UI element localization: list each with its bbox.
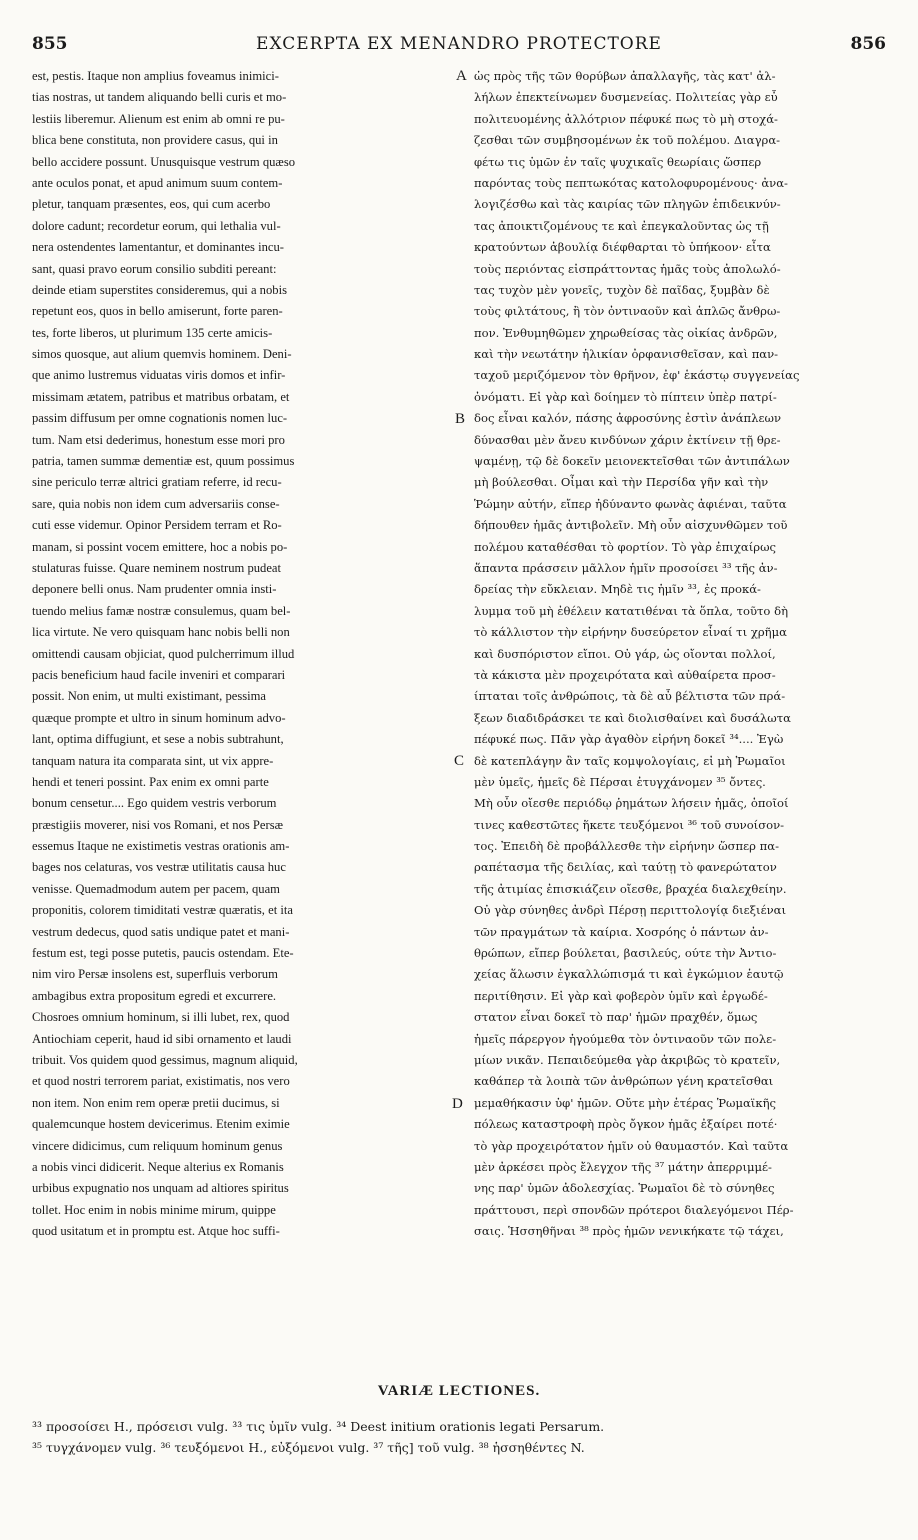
greek-text-line: πέφυκέ πως. Πᾶν γὰρ ἀγαθὸν εἰρήνη δοκεῖ ³⁴.... Ἐγὼ: [474, 732, 784, 747]
greek-text-line: μίων νικᾶν. Πεπαιδεύμεθα γὰρ ἀκριβῶς τὸ κρατεῖν,: [474, 1052, 781, 1067]
margin-letter-c: C: [454, 753, 465, 769]
greek-text-line: παρόντας τοὺς πεπτωκότας κατολοφυρομένους· ἀνα-: [474, 175, 788, 190]
greek-text-line: τὰ κάκιστα μὲν προχειρότατα καὶ αὐθαίρετα προσ-: [474, 667, 776, 682]
latin-text-line: a nobis vinci didicerit. Neque alterius ex Romanis: [32, 1159, 284, 1174]
greek-text-line: λήλων ἐπεκτείνωμεν δυσμενείας. Πολιτείας γὰρ εὖ: [474, 90, 778, 105]
latin-text-line: festum est, tegi posse putetis, paucis ostendam. Ete-: [32, 946, 294, 961]
greek-text-line: καθάπερ τὰ λοιπὰ τῶν ἀνθρώπων γένη κρατεῖσθαι: [474, 1074, 774, 1089]
latin-text-line: Chosroes omnium hominum, si illi lubet, rex, quod: [32, 1010, 290, 1025]
latin-text-line: quod usitatum et in promptu est. Atque hoc suffi-: [32, 1224, 280, 1239]
latin-text-line: qualemcunque hostem devicerimus. Etenim eximie: [32, 1117, 290, 1132]
greek-text-line: τας ἀποικτιζομένους τε καὶ ἐπεγκαλοῦντας ὡς τῇ: [474, 218, 769, 233]
variant-reading-line: ³⁵ τυγχάνομεν vulg. ³⁶ τευξόμενοι H., εὐξόμενοι vulg. ³⁷ τῆς] τοῦ vulg. ³⁸ ἡσσηθέντες N.: [32, 1440, 585, 1455]
running-title: EXCERPTA EX MENANDRO PROTECTORE: [256, 34, 662, 54]
page-number-right: 856: [850, 34, 886, 54]
latin-text-line: vestrum dedecus, quod satis undique patet et mani-: [32, 924, 290, 939]
page-header: [32, 34, 886, 64]
greek-text-line: τῶν πραγμάτων τὰ καίρια. Χοσρόης ὁ πάντων ἀν-: [474, 924, 769, 939]
margin-letter-d: D: [452, 1096, 463, 1112]
latin-text-line: sine periculo terræ altrici gratiam referre, id recu-: [32, 475, 282, 490]
greek-text-line: κρατούντων ἀβουλίᾳ διέφθαρται τὸ ὑπήκοον· εἶτα: [474, 240, 771, 255]
greek-text-line: φέτω τις ὑμῶν ἐν ταῖς ψυχικαῖς θεωρίαις ὥσπερ: [474, 154, 762, 169]
latin-text-line: Antiochiam ceperit, haud id sibi ornamento et laudi: [32, 1031, 292, 1046]
margin-letter-a: A: [456, 68, 467, 84]
greek-text-line: πράττουσι, περὶ σπονδῶν πρότεροι διαλεγόμενοι Πέρ-: [474, 1202, 794, 1217]
greek-text-line: θρώπων, εἴπερ βούλεται, βασιλεύς, ούτε τὴν Ἀντιο-: [474, 946, 777, 961]
latin-text-line: essemus Itaque ne existimetis vestras orationis am-: [32, 839, 290, 854]
latin-text-line: bonum censetur.... Ego quidem vestris verborum: [32, 796, 277, 811]
greek-text-line: ταχοῦ μεριζόμενον τὸν θρῆνον, ἐφ' ἑκάστῳ συγγενείας: [474, 368, 800, 383]
latin-text-line: sant, quasi pravo eorum consilio subditi pereant:: [32, 261, 277, 276]
latin-text-line: deponere belli onus. Nam prudenter omnia insti-: [32, 582, 277, 597]
greek-text-line: καὶ τὴν νεωτάτην ἡλικίαν ὀρφανισθεῖσαν, καὶ παν-: [474, 347, 779, 362]
latin-text-line: blica bene constituta, non providere casus, qui in: [32, 133, 278, 148]
greek-text-line: δύνασθαι μὲν ἄνευ κινδύνων χάριν ἐκτίνειν τῇ θρε-: [474, 432, 781, 447]
latin-text-line: est, pestis. Itaque non amplius foveamus inimici-: [32, 69, 279, 83]
greek-text-line: ἅπαντα πράσσειν μᾶλλον ἡμῖν προσοίσει ³³ τῆς ἀν-: [474, 560, 778, 575]
greek-text-line: ἡμεῖς πάρεργον ἡγούμεθα τὸν ὀντιναοῦν τῶν πολε-: [474, 1031, 777, 1046]
greek-column: [474, 66, 886, 1242]
latin-text-line: deinde etiam superstites consideremus, qui a nobis: [32, 282, 287, 297]
greek-text-line: τος. Ἐπειδὴ δὲ προβάλλεσθε τὴν εἰρήνην ὥσπερ πα-: [474, 839, 780, 854]
latin-text-line: pacis beneficium haud facile inveniri et comparari: [32, 667, 286, 682]
variae-lectiones-title: VARIÆ LECTIONES.: [377, 1383, 541, 1399]
latin-text-line: proponitis, colorem timiditati vestræ quæratis, et ita: [32, 903, 293, 918]
latin-text-line: patria, tamen summæ dementiæ est, quum possimus: [32, 454, 295, 469]
latin-text-line: lica virtute. Ne vero quisquam hanc nobis belli non: [32, 625, 290, 640]
latin-column: [32, 66, 448, 1242]
latin-text-line: tes, forte liberos, ut plurimum 135 certe amicis-: [32, 325, 273, 340]
greek-text-line: χείας ἅλωσιν ἐγκαλλώπισμά τι καὶ ἐγκώμιον ἑαυτῷ: [474, 967, 784, 982]
latin-text-line: dolore cadunt; recordetur eorum, qui lethalia vul-: [32, 218, 281, 233]
greek-text-line: τὸ γὰρ προχειρότατον ἡμῖν οὐ θαυμαστόν. Καὶ ταῦτα: [474, 1138, 789, 1153]
latin-text-line: tanquam natura ita comparata sint, ut vix appre-: [32, 753, 274, 768]
greek-text-line: ραπέτασμα τῆς δειλίας, καὶ ταύτῃ τὸ φανερώτατον: [474, 860, 777, 875]
latin-text-line: nera ostendentes lamentantur, et dominantes incu-: [32, 240, 284, 255]
latin-text-line: bello accidere possunt. Unusquisque vestrum quæso: [32, 154, 296, 169]
latin-text-line: sare, quia nobis non idem cum adversariis conse-: [32, 496, 280, 511]
latin-text-line: hendi et teneri possint. Pax enim ex omni parte: [32, 774, 269, 789]
greek-text-line: Οὐ γὰρ σύνηθες ἀνδρὶ Πέρσῃ περιττολογίᾳ διεξιέναι: [474, 903, 787, 918]
latin-text-line: et quod nostri terrorem pariat, existimatis, nos vero: [32, 1074, 290, 1089]
greek-text-line: λυμμα τοῦ μὴ ἐθέλειν κατατιθέναι τὰ ὅπλα, τοῦτο δὴ: [474, 603, 789, 618]
latin-text-line: tum. Nam etsi dederimus, honestum esse mori pro: [32, 432, 285, 447]
greek-text-line: τινες καθεστῶτες ἥκετε τευξόμενοι ³⁶ τοῦ συνοίσον-: [474, 817, 785, 832]
greek-text-line: ίπταται τοῖς ἀνθρώποις, τὰ δὲ αὖ βέλτιστα τῶν πρά-: [474, 689, 786, 704]
greek-text-line: πολέμου καταθέσθαι τὸ φορτίον. Τὸ γὰρ ἐπιχαίρως: [474, 539, 777, 554]
page-number-left: 855: [32, 34, 68, 54]
greek-text-line: μὲν ὑμεῖς, ἡμεῖς δὲ Πέρσαι ἐτυγχάνομεν ³⁵ ὄντες.: [474, 774, 766, 789]
latin-text-line: que animo lustremus viduatas viris domos et infir-: [32, 368, 286, 383]
latin-text-line: urbibus expugnatio nos unquam ad altiores spiritus: [32, 1181, 289, 1196]
greek-text-line: δος εἶναι καλόν, πάσης ἀφροσύνης ἐστὶν ἀνάπλεων: [474, 411, 781, 426]
margin-letter-b: B: [455, 411, 466, 427]
variant-reading-line: ³³ προσοίσει H., πρόσεισι vulg. ³³ τις ὑμῖν vulg. ³⁴ Deest initium orationis legati Persarum.: [32, 1419, 605, 1434]
greek-text-line: Μὴ οὖν οἴεσθε περιόδῳ ῥημάτων λήσειν ἡμᾶς, ὁποῖοί: [474, 796, 789, 811]
latin-text-line: possit. Non enim, ut multi existimant, pessima: [32, 689, 267, 704]
latin-text-line: venisse. Quemadmodum autem per pacem, quam: [32, 881, 280, 896]
latin-text-line: lant, optima diffugiunt, et sese a nobis subtrahunt,: [32, 732, 284, 747]
greek-text-line: ὀνόματι. Εἰ γὰρ καὶ δοίημεν τὸ πίπτειν ὑπὲρ πατρί-: [474, 389, 777, 404]
latin-text-line: tollet. Hoc enim in nobis minime mirum, quippe: [32, 1202, 276, 1217]
latin-text-line: missimam ætatem, patribus et matribus orbatam, et: [32, 389, 290, 404]
latin-text-line: stulaturas fuisse. Quare neminem nostrum pudeat: [32, 560, 282, 575]
latin-text-line: tribuit. Vos quidem quod gessimus, magnum aliquid,: [32, 1052, 298, 1067]
greek-text-line: τοὺς περιόντας εἰσπράττοντας ἡμᾶς τοὺς ἀπολωλό-: [474, 261, 781, 276]
greek-text-line: μὴ βούλεσθαι. Οἶμαι καὶ τὴν Περσίδα γῆν καὶ τὴν: [474, 475, 769, 490]
latin-text-line: simos quosque, aut alium quemvis hominem. Deni-: [32, 347, 292, 362]
greek-text-line: ὡς πρὸς τῆς τῶν θορύβων ἀπαλλαγῆς, τὰς κατ' ἀλ-: [474, 69, 776, 83]
latin-text-line: repetunt eos, quos in bello amiserunt, forte paren-: [32, 304, 283, 319]
greek-text-line: πον. Ἐνθυμηθῶμεν χηρωθείσας τὰς οἰκίας ἀνδρῶν,: [474, 325, 778, 340]
greek-text-line: πολιτευομένης ἀλλότριον πέφυκέ πως τὸ μὴ στοχά-: [474, 111, 778, 126]
greek-text-line: τοὺς φιλτάτους, ἢ τὸν ὀντιναοῦν καὶ ἁπλῶς ἄνθρω-: [474, 304, 781, 319]
greek-text-line: τῆς ἀτιμίας ἐπισκιάζειν οἴεσθε, βραχέα διαλεχθείην.: [474, 881, 787, 896]
latin-text-line: præstigiis moverer, nisi vos Romani, et nos Persæ: [32, 817, 284, 832]
greek-text-line: δὲ κατεπλάγην ἂν ταῖς κομψολογίαις, εἰ μὴ Ῥωμαῖοι: [474, 753, 786, 768]
latin-text-line: manam, si possint vocem emittere, hoc a nobis po-: [32, 539, 288, 554]
latin-text-line: tias nostras, ut tandem aliquando belli curis et mo-: [32, 90, 287, 105]
greek-text-line: στατον εἶναι δοκεῖ τὸ παρ' ἡμῶν πραχθέν, ὅμως: [474, 1010, 758, 1025]
greek-text-line: τὸ κάλλιστον τὴν εἰρήνην δυσεύρετον εἶναί τι χρῆμα: [474, 625, 787, 640]
latin-text-line: quæque prompte et ultro in sinum hominum advo-: [32, 710, 286, 725]
greek-text-line: ζεσθαι τῶν συμβησομένων ἐκ τοῦ πολέμου. Διαγρα-: [474, 133, 781, 148]
latin-text-line: pletur, tanquam præsentes, eos, qui cum acerbo: [32, 197, 271, 212]
latin-text-line: nim viro Persæ insolens est, superfluis verborum: [32, 967, 278, 982]
greek-text-line: καὶ δυσπόριστον εἴποι. Οὐ γάρ, ὡς οἴονται πολλοί,: [474, 646, 776, 661]
latin-text-line: tuendo melius famæ nostræ consulemus, quam bel-: [32, 603, 291, 618]
greek-text-line: ξεων διαδιδράσκει τε καὶ διολισθαίνει καὶ δυσάλωτα: [474, 710, 791, 725]
latin-text-line: lestiis liberemur. Alienum est enim ab omni re pu-: [32, 111, 285, 126]
greek-text-line: μὲν ἀρκέσει πρὸς ἔλεγχον τῆς ³⁷ μάτην ἀπερριμμέ-: [474, 1159, 772, 1174]
greek-text-line: σαις. Ἡσσηθῆναι ³⁸ πρὸς ἡμῶν νενικήκατε τῷ τάχει,: [474, 1224, 784, 1239]
greek-text-line: περιτίθησιν. Εἰ γὰρ καὶ φοβερὸν ὑμῖν καὶ ἐργωδέ-: [474, 988, 768, 1003]
greek-text-line: τας τυχὸν μὲν γονεῖς, τυχὸν δὲ παῖδας, ξυμβὰν δὲ: [474, 282, 770, 297]
latin-text-line: ambagibus extra propositum egredi et excurrere.: [32, 988, 277, 1003]
latin-text-line: non item. Non enim rem operæ pretii ducimus, si: [32, 1095, 280, 1110]
latin-text-line: passim diffusum per omne cognationis nomen luc-: [32, 411, 288, 426]
greek-text-line: ψαμένῃ, τῷ δὲ δοκεῖν μειονεκτεῖσθαι τῶν ἀντιπάλων: [474, 454, 790, 469]
greek-text-line: νης παρ' ὑμῶν ἀδολεσχίας. Ῥωμαῖοι δὲ τὸ σύνηθες: [474, 1181, 775, 1196]
variae-lectiones-notes: [32, 1416, 886, 1458]
latin-text-line: ante oculos ponat, et apud animum suum contem-: [32, 175, 283, 190]
latin-text-line: cuti esse videmur. Opinor Persidem terram et Ro-: [32, 518, 282, 533]
greek-text-line: μεμαθήκασιν ὑφ' ἡμῶν. Οὔτε μὴν ἑτέρας Ῥωμαϊκῆς: [474, 1095, 777, 1110]
greek-text-line: δρείας τὴν εὔκλειαν. Μηδὲ τις ἡμῖν ³³, ἐς προκά-: [474, 582, 761, 597]
latin-text-line: vincere didicimus, cum reliquum hominum genus: [32, 1138, 283, 1153]
latin-text-line: bages nos celaturas, vos vestræ utilitatis causa huc: [32, 860, 286, 875]
greek-text-line: Ῥώμην αὐτήν, εἴπερ ἠδύναντο φωνὰς ἀφιέναι, ταῦτα: [474, 496, 787, 511]
greek-text-line: δήπουθεν ἡμᾶς ἀντιβολεῖν. Μὴ οὖν αἰσχυνθῶμεν τοῦ: [474, 518, 788, 533]
latin-text-line: omittendi causam objiciat, quod pulcherrimum illud: [32, 646, 295, 661]
greek-text-line: λογιζέσθω καὶ τὰς καιρίας τῶν πληγῶν ἐπιδεικνύν-: [474, 197, 781, 212]
greek-text-line: πόλεως καταστροφὴ πρὸς ὄγκον ἡμᾶς ἐξαίρει ποτέ·: [474, 1117, 778, 1132]
